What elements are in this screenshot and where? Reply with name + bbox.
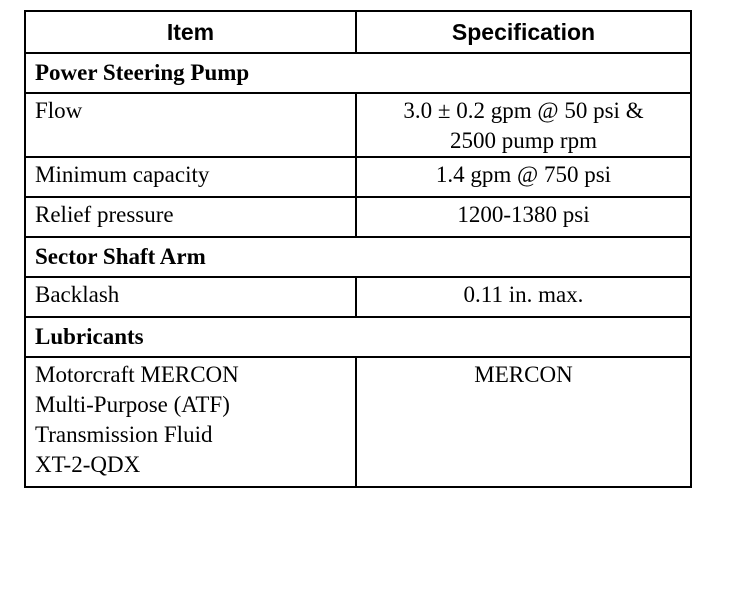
spec-cell — [356, 357, 691, 487]
spec-text: MERCON — [474, 362, 573, 387]
section-title-power-steering-pump: Power Steering Pump — [25, 53, 691, 93]
spec-cell — [356, 197, 691, 237]
spec-text: 3.0 ± 0.2 gpm @ 50 psi & — [403, 98, 644, 123]
section-row — [25, 237, 691, 277]
item-text: Flow — [35, 98, 83, 123]
item-text: Relief pressure — [35, 202, 174, 227]
item-text: Transmission Fluid — [35, 422, 213, 447]
item-text: Backlash — [35, 282, 120, 307]
spec-text: 1200-1380 psi — [457, 202, 590, 227]
item-text: Motorcraft MERCON — [35, 362, 239, 387]
spec-cell — [356, 93, 691, 157]
header-item: Item — [25, 11, 356, 53]
table-header-row — [25, 11, 691, 53]
spec-text: 0.11 in. max. — [463, 282, 584, 307]
table-row — [25, 157, 691, 197]
header-specification: Specification — [356, 11, 691, 53]
spec-text: 2500 pump rpm — [450, 128, 597, 153]
item-cell — [25, 357, 356, 487]
spec-text: 1.4 gpm @ 750 psi — [435, 162, 612, 187]
item-text: Multi-Purpose (ATF) — [35, 392, 230, 417]
section-row — [25, 53, 691, 93]
specification-table — [24, 10, 692, 488]
section-title-sector-shaft-arm: Sector Shaft Arm — [25, 237, 691, 277]
item-cell — [25, 277, 356, 317]
spec-cell — [356, 157, 691, 197]
table-row — [25, 93, 691, 157]
item-cell — [25, 157, 356, 197]
table-row — [25, 277, 691, 317]
item-text: XT-2-QDX — [35, 452, 141, 477]
spec-cell — [356, 277, 691, 317]
table-row — [25, 197, 691, 237]
section-title-lubricants: Lubricants — [25, 317, 691, 357]
table-row — [25, 357, 691, 487]
item-cell — [25, 93, 356, 157]
item-text: Minimum capacity — [35, 162, 210, 187]
item-cell — [25, 197, 356, 237]
section-row — [25, 317, 691, 357]
